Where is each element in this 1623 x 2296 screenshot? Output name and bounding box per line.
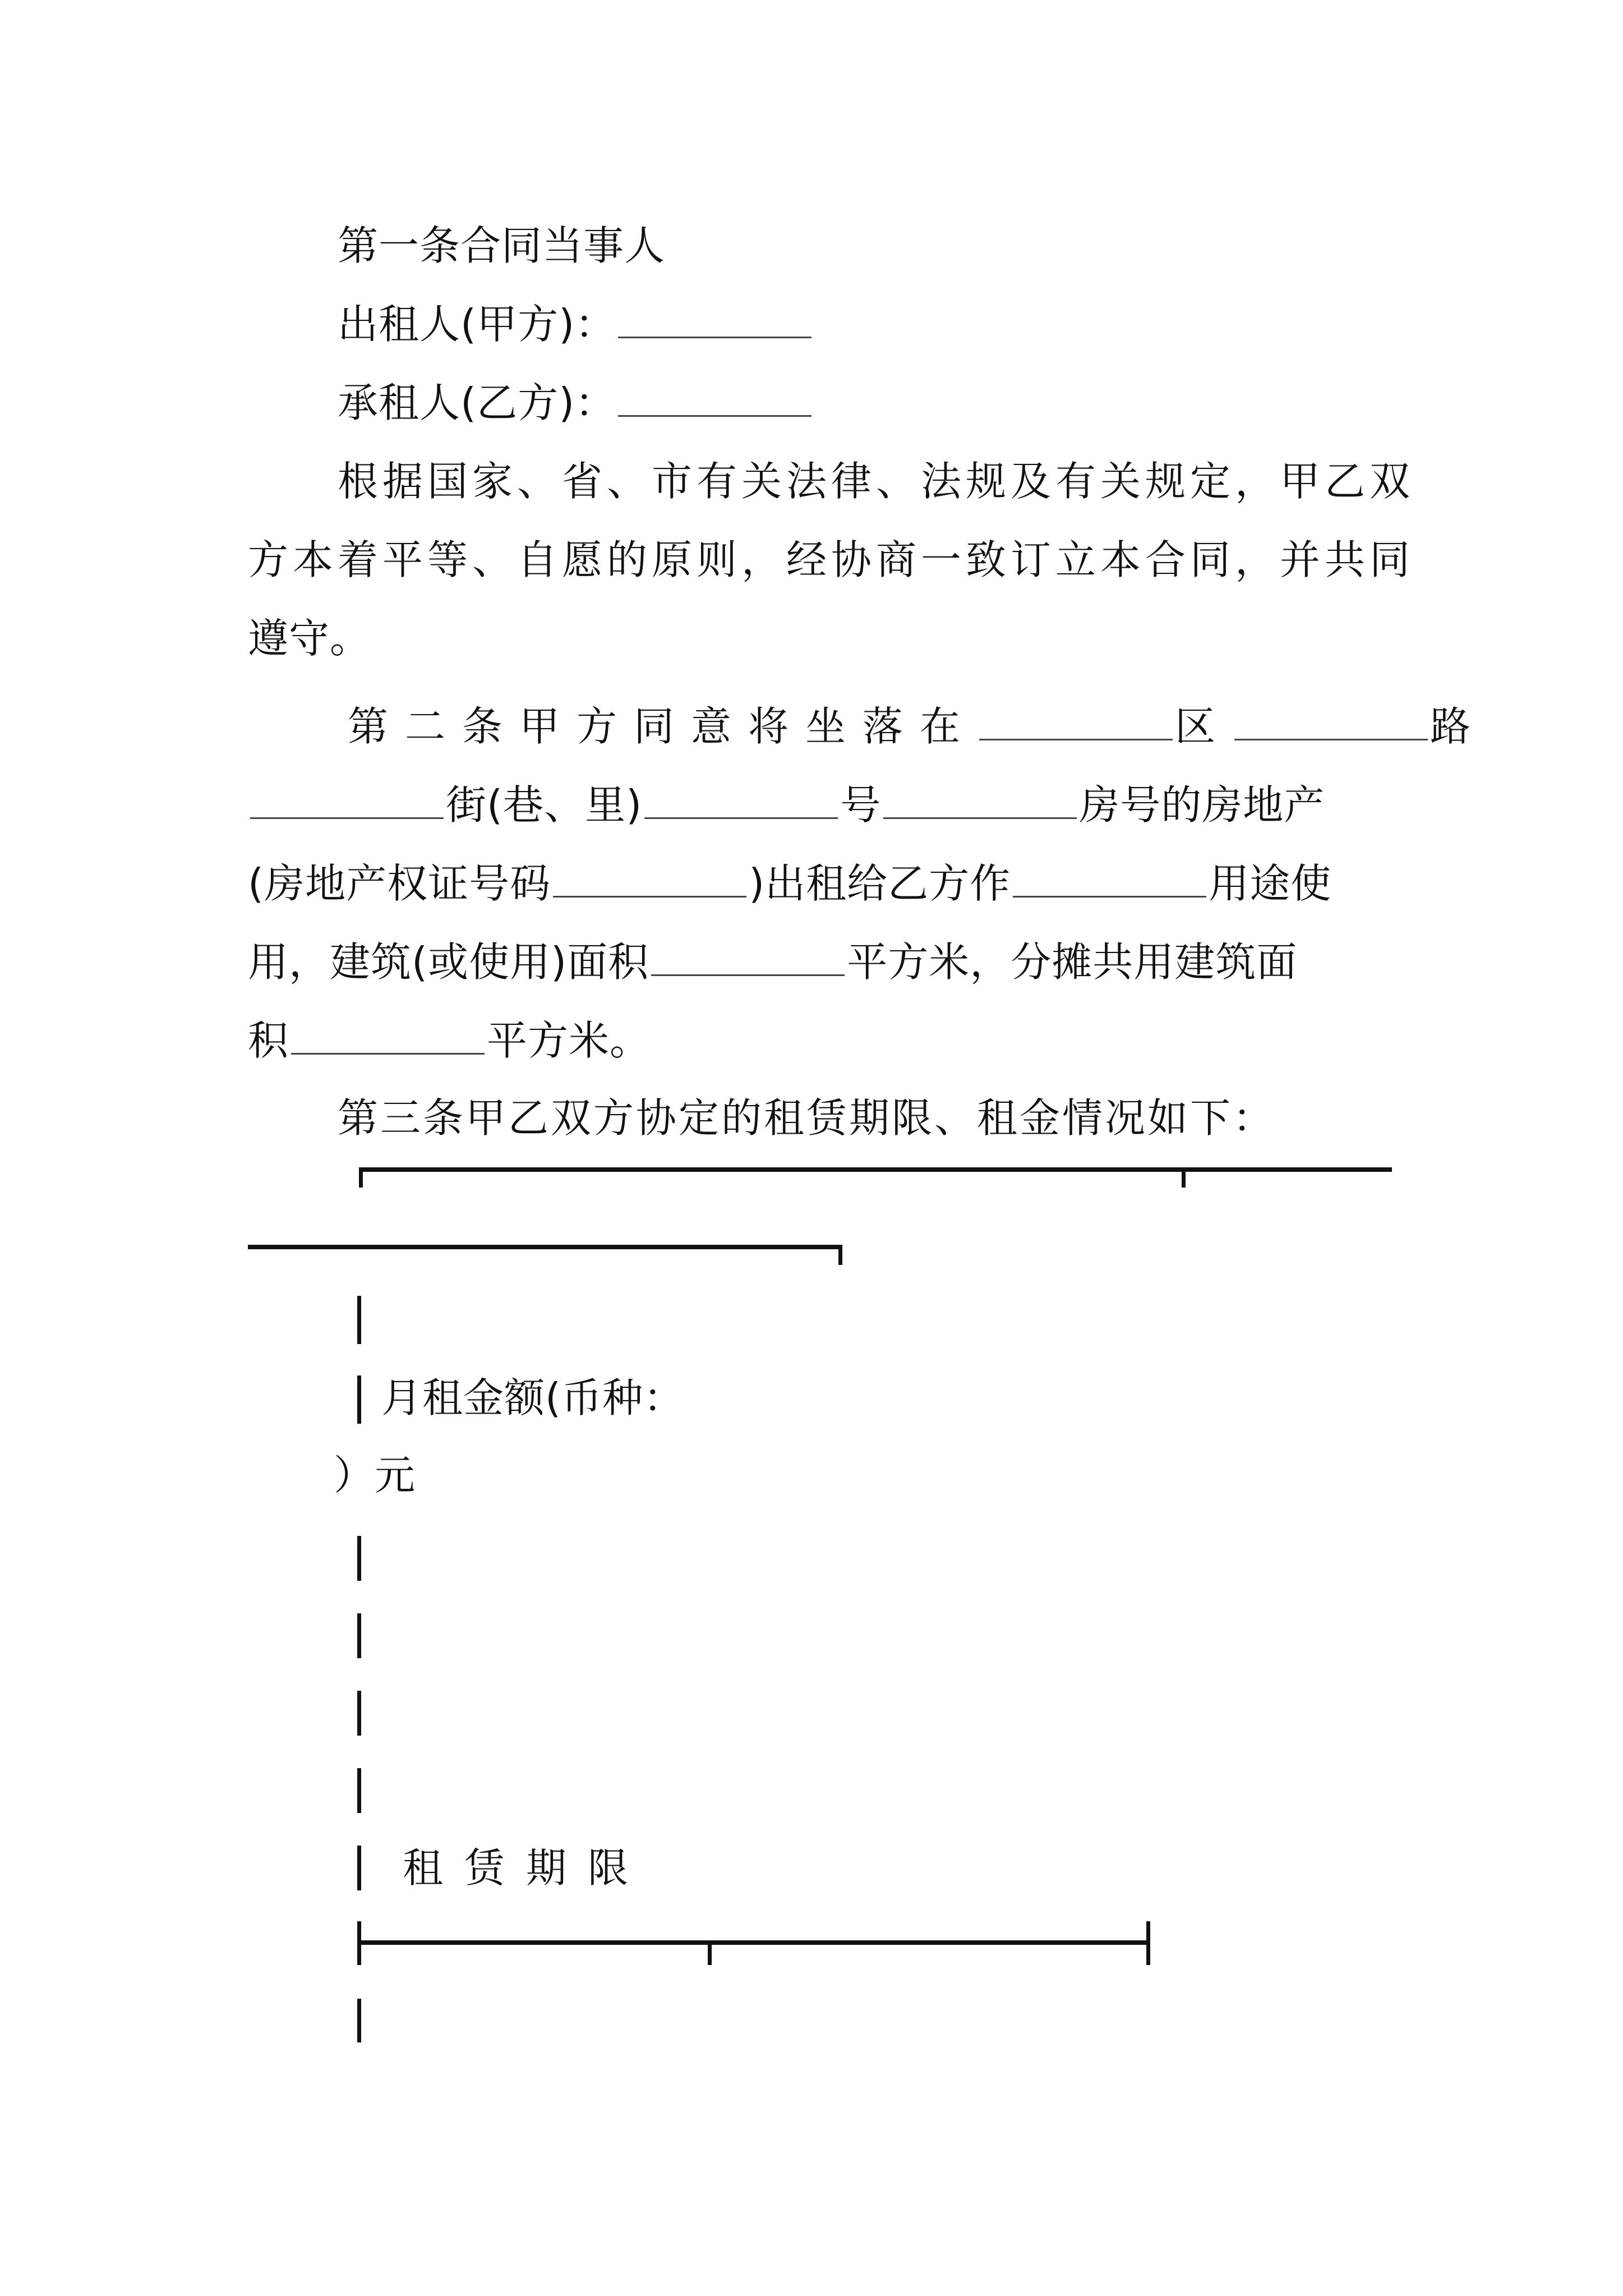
table-middle-rule [357,1940,1150,1945]
table-left-border-3 [357,1536,361,1581]
article-2-l2-text-b: 号 [840,781,882,829]
table-middle-tee [708,1940,712,1965]
table-mid-cross-right [1146,1921,1150,1965]
article-3-heading: 第三条甲乙双方协定的租赁期限、租金情况如下： [338,1094,1276,1142]
room-blank[interactable] [883,817,1077,819]
article-2-l1-text-a: 第二条甲方同意将坐落在 [348,703,978,750]
lessor-blank[interactable] [618,336,811,338]
road-blank[interactable] [1234,738,1428,740]
article-2-line-4 [248,934,1297,990]
table-left-border-5 [357,1691,361,1736]
article-1-para-line-1: 根据国家、省、市有关法律、法规及有关规定，甲乙双 [338,458,1415,505]
article-2-l3-text-b: )出租给乙方作 [749,860,1011,907]
lessee-line [338,375,814,431]
article-2-line-3 [248,855,1331,912]
street-blank[interactable] [250,817,444,819]
article-2-l3-text-c: 用途使 [1209,860,1332,907]
lessee-blank[interactable] [618,415,811,417]
article-2-l2-text-c: 房号的房地产 [1079,781,1325,829]
table-left-border-7 [357,1846,361,1890]
article-2-l4-text-a: 用，建筑(或使用)面积 [248,938,649,986]
article-2-line-2 [248,777,1325,833]
article-1-heading: 第一条合同当事人 [338,222,666,269]
shared-area-blank[interactable] [291,1052,485,1055]
lessee-label: 承租人(乙方)： [338,379,616,426]
number-blank[interactable] [644,817,838,819]
article-2-l1-text-c: 路 [1430,703,1472,750]
table-left-border-2 [357,1375,361,1424]
table-left-border-1 [357,1296,361,1344]
article-2-l5-text-b: 平方米。 [487,1017,651,1064]
table-corner-top-right [838,1245,842,1265]
rent-amount-label: 月租金额(币种： [381,1374,685,1421]
article-1-para-line-2: 方本着平等、自愿的原则，经协商一致订立本合同，并共同 [248,536,1415,583]
article-2-l3-text-a: (房地产权证号码 [248,860,551,907]
usage-blank[interactable] [1013,895,1206,898]
table-left-border-6 [357,1768,361,1813]
area-blank[interactable] [651,974,845,976]
lessor-line [338,296,814,352]
district-blank[interactable] [979,738,1173,740]
table-top-rule-continued [248,1245,842,1249]
article-2-l2-text-a: 街(巷、里) [446,781,643,829]
table-left-border-4 [357,1613,361,1658]
lessor-label: 出租人(甲方)： [338,301,616,348]
certificate-blank[interactable] [553,895,746,898]
article-2-l4-text-b: 平方米，分摊共用建筑面 [847,938,1298,986]
table-top-tee [1182,1167,1186,1188]
rent-unit-label: ）元 [334,1452,416,1499]
article-2-line-1 [348,698,1471,754]
article-2-l1-text-b: 区 [1175,703,1233,750]
table-top-rule [359,1167,1392,1172]
article-2-line-5 [248,1013,651,1069]
article-1-para-line-3: 遵守。 [248,615,371,662]
article-2-l5-text-a: 积 [248,1017,289,1064]
table-left-border-8 [357,1999,361,2042]
lease-term-label: 租赁期限 [403,1844,650,1892]
